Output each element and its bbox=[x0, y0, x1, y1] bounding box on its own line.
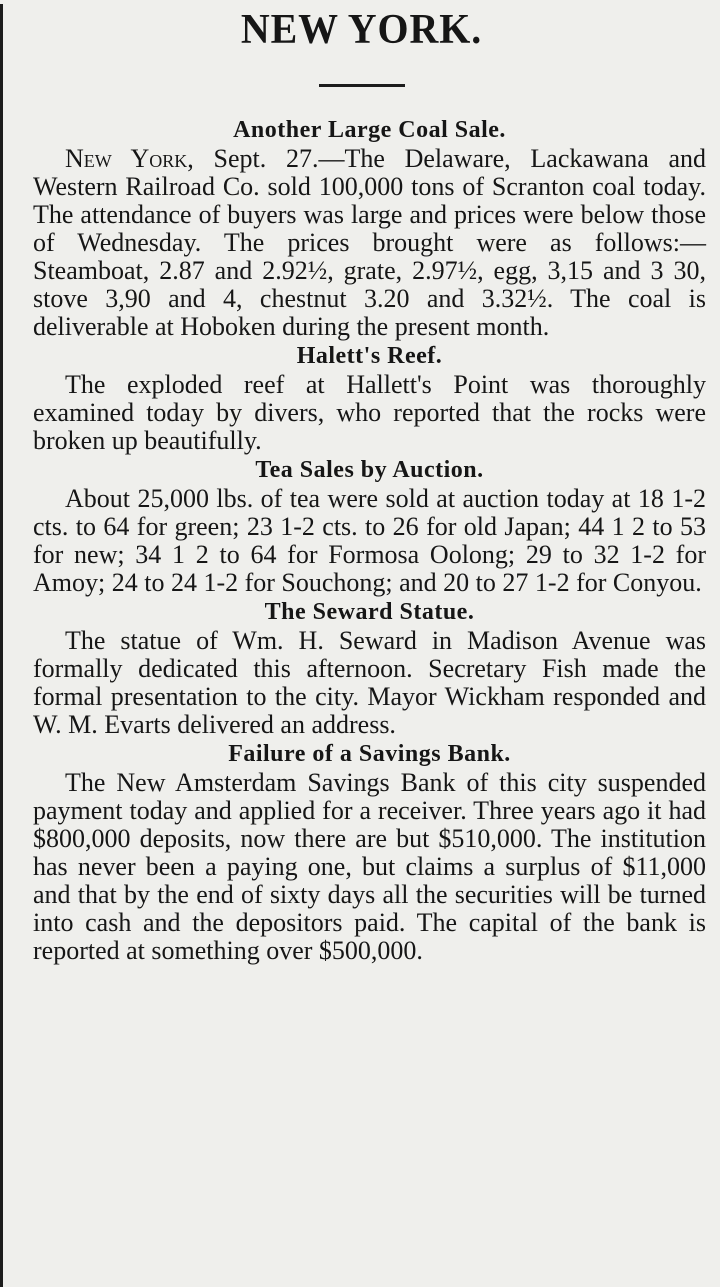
article-body bbox=[33, 145, 706, 341]
article-hallett-reef bbox=[3, 341, 720, 455]
article-headline: Halett's Reef. bbox=[296, 343, 443, 369]
article-headline: Tea Sales by Auction. bbox=[255, 457, 484, 483]
article-coal-sale bbox=[3, 115, 720, 341]
title-rule-divider bbox=[319, 84, 405, 87]
article-body: The New Amsterdam Savings Bank of this city suspended payment today and applied for a receiver. Three years ago it had $800,000 deposits, now there are but $510,000. The institution has never been a paying one, but claims a surplus of $11,000 and that by the end of sixty days all the securities will be turned into cash and the depositors paid. The capital of the bank is reported at something over $500,000. bbox=[33, 768, 706, 965]
article-body: About 25,000 lbs. of tea were sold at auction today at 18 1-2 cts. to 64 for green; 23 1-2 cts. to 26 for old Japan; 44 1 2 to 53 for new; 34 1 2 to 64 for Formosa Oolong; 29 to 32 1-2 for Amoy; 24 to 24 1-2 for Souchong; and 20 to 27 1-2 for Conyou. bbox=[33, 484, 706, 597]
article-body-text: , Sept. 27.—The Delaware, Lackawana and Western Railroad Co. sold 100,000 tons of Scranton coal today. The attendance of buyers was large and prices were below those of Wednesday. The prices brought were as follows:—Steamboat, 2.87 and 2.92½, grate, 2.97½, egg, 3,15 and 3 30, stove 3,90 and 4, chestnut 3.20 and 3.32½. The coal is deliverable at Hoboken during the present month. bbox=[33, 144, 707, 341]
article-dateline: New York bbox=[65, 144, 188, 173]
article-headline: Failure of a Savings Bank. bbox=[228, 741, 511, 767]
article-savings-bank bbox=[3, 739, 720, 965]
article-body: The exploded reef at Hallett's Point was thoroughly examined today by divers, who reported that the rocks were broken up beautifully. bbox=[33, 370, 706, 455]
article-headline: Another Large Coal Sale. bbox=[233, 117, 506, 143]
article-tea-sales bbox=[3, 455, 720, 597]
masthead-title: NEW YORK. bbox=[240, 7, 483, 53]
article-body: The statue of Wm. H. Seward in Madison Avenue was formally dedicated this afternoon. Secretary Fish made the formal presentation to the city. Mayor Wickham responded and W. M. Evarts delivered an address. bbox=[33, 626, 706, 739]
article-seward-statue bbox=[3, 597, 720, 739]
article-headline: The Seward Statue. bbox=[264, 599, 475, 625]
newspaper-column bbox=[0, 4, 720, 1287]
